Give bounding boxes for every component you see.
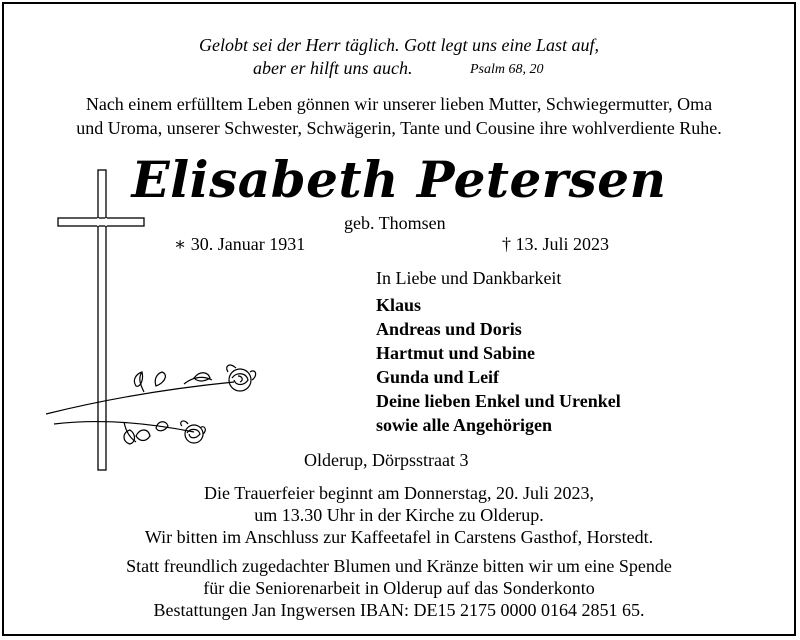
intro-line-2: und Uroma, unserer Schwester, Schwägerin, Tante und Cousine ihre wohlverdiente Ruhe. — [76, 118, 722, 138]
donation-line-2: für die Seniorenarbeit in Olderup auf das Sonderkonto — [203, 578, 595, 598]
donation-line-3: Bestattungen Jan Ingwersen IBAN: DE15 2175 0000 0164 2851 65. — [153, 600, 645, 620]
mourners-list — [376, 293, 621, 437]
death-date: † 13. Juli 2023 — [502, 234, 610, 254]
mourner-name: Klaus — [376, 295, 422, 315]
birth-date: ∗ 30. Januar 1931 — [174, 234, 306, 254]
funeral-line-3: Wir bitten im Anschluss zur Kaffeetafel in Carstens Gasthof, Horstedt. — [144, 527, 654, 547]
cross-and-roses-illustration — [44, 166, 284, 476]
mourner-name: sowie alle Angehörigen — [376, 415, 552, 435]
mourners-heading: In Liebe und Dankbarkeit — [376, 268, 562, 288]
donation-line-1: Statt freundlich zugedachter Blumen und Kränze bitten wir um eine Spende — [126, 556, 672, 576]
obituary-notice — [2, 2, 796, 636]
funeral-line-2: um 13.30 Uhr in der Kirche zu Olderup. — [254, 505, 544, 525]
maiden-name: geb. Thomsen — [344, 213, 446, 233]
mourner-name: Gunda und Leif — [376, 367, 500, 387]
rose-icon — [46, 365, 256, 444]
mourner-name: Deine lieben Enkel und Urenkel — [376, 391, 621, 411]
mourner-name: Andreas und Doris — [376, 319, 522, 339]
cross-icon — [58, 170, 144, 470]
intro-line-1: Nach einem erfülltem Leben gönnen wir unserer lieben Mutter, Schwiegermutter, Oma — [85, 94, 713, 114]
address: Olderup, Dörpsstraat 3 — [304, 450, 469, 470]
verse-line-2: aber er hilft uns auch. — [253, 58, 413, 78]
verse-reference: Psalm 68, 20 — [470, 62, 544, 77]
mourner-name: Hartmut und Sabine — [376, 343, 536, 363]
deceased-name: Elisabeth Petersen — [131, 150, 667, 209]
verse-line-1: Gelobt sei der Herr täglich. Gott legt uns eine Last auf, — [199, 35, 599, 55]
funeral-line-1: Die Trauerfeier beginnt am Donnerstag, 20. Juli 2023, — [204, 483, 594, 503]
